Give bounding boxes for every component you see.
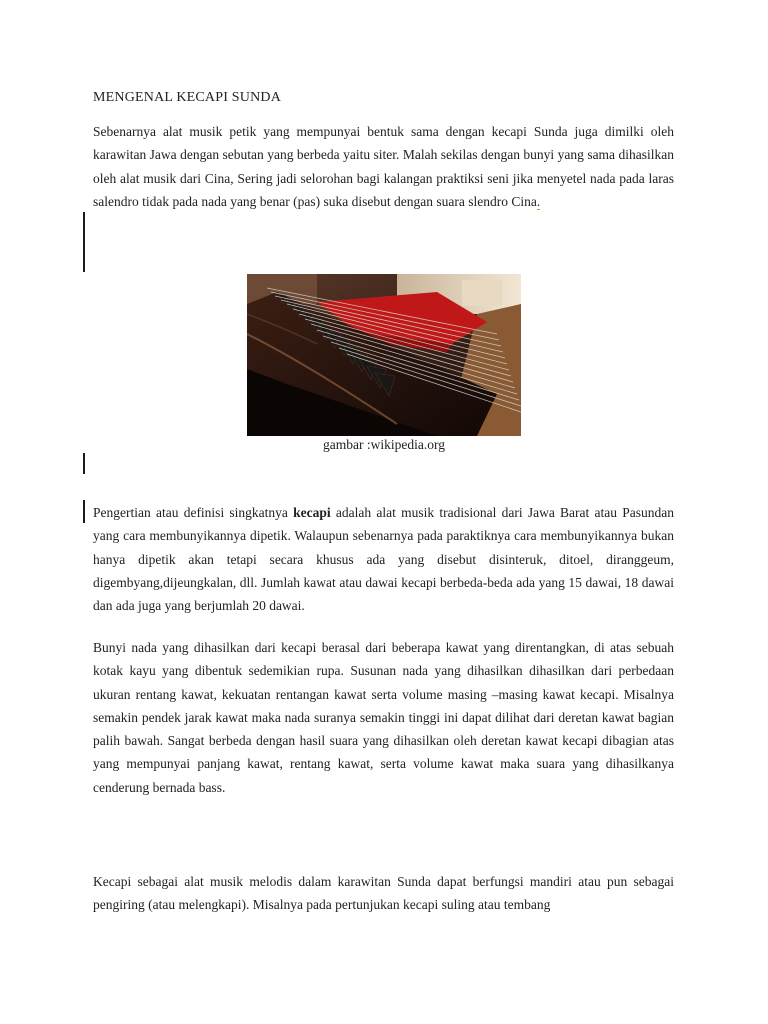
document-title: MENGENAL KECAPI SUNDA	[93, 90, 282, 105]
paragraph-sound: Bunyi nada yang dihasilkan dari kecapi berasal dari beberapa kawat yang direntangkan, di atas sebuah kotak kayu yang dibentuk sedemikian rupa. Susunan nada yang dihasilkan dihasilkan dari perbedaan ukuran rentang kawat, kekuatan rentangan kawat serta volume masing –masing kawat kecapi. Misalnya semakin pendek jarak kawat maka nada suranya semakin tinggi ini dapat dilihat dari deretan kawat bagian palih bawah. Sangat berbeda dengan hasil suara yang dihasilkan oleh deretan kawat kecapi dibagian atas yang mempunyai panjang kawat, rentang kawat, serta volume kawat maka suara yang dihasilkanya cenderung bernada bass.	[93, 640, 674, 795]
kecapi-photo	[247, 274, 521, 436]
text-cursor-marker	[83, 500, 85, 523]
figure-caption: gambar :wikipedia.org	[323, 437, 445, 452]
paragraph-definition-before: Pengertian atau definisi singkatnya	[93, 505, 294, 520]
paragraph-definition	[93, 501, 674, 617]
paragraph-definition-bold: kecapi	[293, 505, 331, 520]
paragraph-function: Kecapi sebagai alat musik melodis dalam karawitan Sunda dapat berfungsi mandiri atau pun sebagai pengiring (atau melengkapi). Misalnya pada pertunjukan kecapi suling atau tembang	[93, 874, 674, 913]
kecapi-illustration	[247, 274, 521, 436]
text-cursor-marker	[83, 212, 85, 272]
paragraph-intro-tail: .	[536, 193, 541, 209]
paragraph-intro-text: Sebenarnya alat musik petik yang mempunyai bentuk sama dengan kecapi Sunda juga dimilki oleh karawitan Jawa dengan sebutan yang berbeda yaitu siter. Malah sekilas dengan bunyi yang sama dihasilkan oleh alat musik dari Cina, Sering jadi selorohan bagi kalangan praktiksi seni jika menyetel nada pada laras salendro tidak pada nada yang benar (pas) suka disebut dengan suara slendro Cina	[93, 124, 674, 209]
paragraph-intro	[93, 120, 674, 213]
text-cursor-marker	[83, 453, 85, 474]
paragraph-definition-after: adalah alat musik tradisional dari Jawa Barat atau Pasundan yang cara membunyikannya dipetik. Walaupun sebenarnya pada paraktiknya cara membunyikannya bukan hanya dipetik akan tetapi secara khusus ada yang disebut disinteruk, ditoel, diranggeum, digembyang,dijeungkalan, dll. Jumlah kawat atau dawai kecapi berbeda-beda ada yang 15 dawai, 18 dawai dan ada juga yang berjumlah 20 dawai.	[93, 505, 674, 614]
